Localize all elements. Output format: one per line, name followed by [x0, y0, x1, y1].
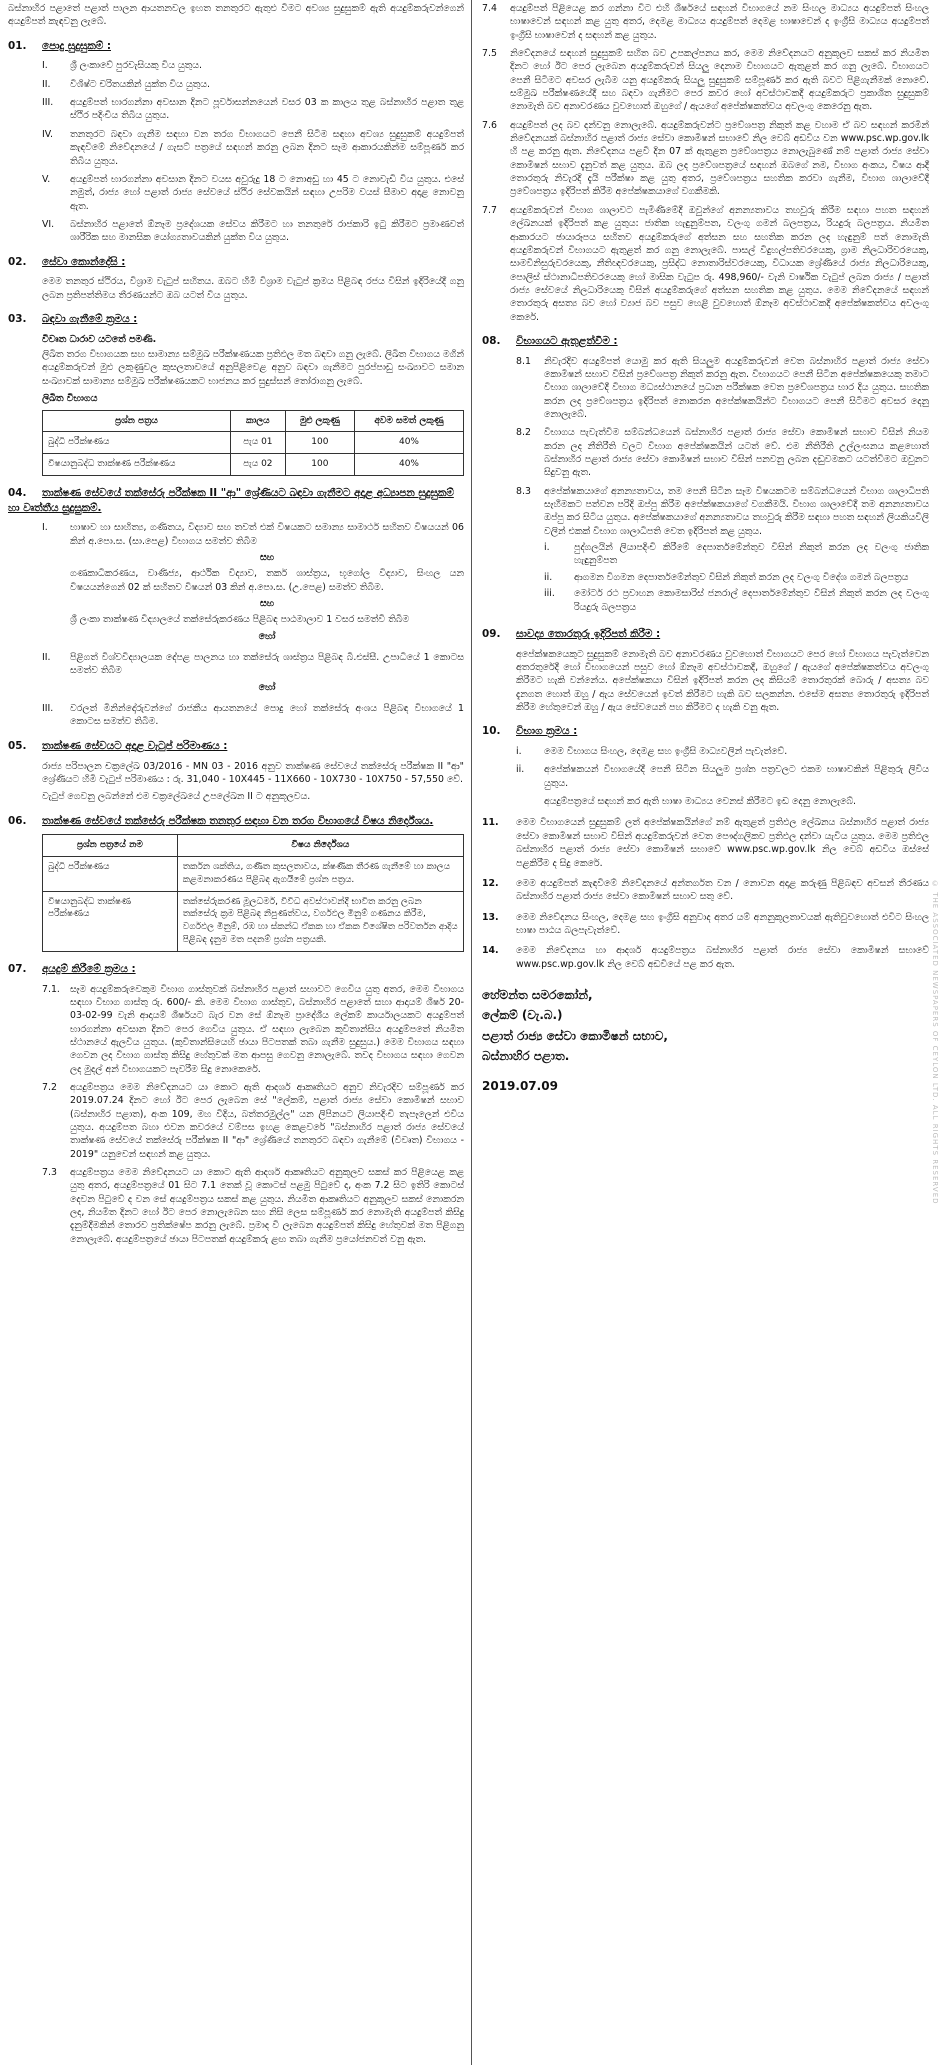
section-7-body	[8, 983, 464, 1247]
table-header: මුළු ලකුණු	[285, 410, 354, 432]
service-conditions-text: මෙම තනතුර ස්ථිරය, විශ්‍රාම වැටුප් සහිතය. ඔබට හිමි විශ්‍රාම වැටුප් ක්‍රමය පිළිබඳ රජය විසින් ඉදිරියේදී ගනු ලබන ප්‍රතිපත්තිමය තීරණයන්ට ඔබ යටත් විය යුතුය.	[42, 276, 464, 301]
list-item: V. අයදුම්පත් භාරගන්නා අවසාන දිනට වයස අවුරුදු 18 ට නොඅඩු හා 45 ට නොවැඩි විය යුතුය. එසේ නමුත්, රාජ්‍ය හෝ පළාත් රාජ්‍ය සේවයේ ස්ථිර සේවකයින් සඳහා උපරිම වයස් සීමාව අදාළ නොවනු ඇත.	[42, 173, 464, 212]
paragraph-14: 14. මෙම නිවේදනය හා ආදර්ශ අයදුම්පත්‍රය බස්නාහිර පළාත් රාජ්‍ය සේවා කොමිෂන් සභාවේ www.psc.wp.gov.lk නිල වෙබ් අඩවියේ පළ කර ඇත.	[482, 945, 929, 970]
table-row: විෂයානුබද්ධ තාක්ෂණ පරීක්ෂණය පැය 02 100 40%	[43, 454, 464, 476]
paragraph-7-4: 7.4 අයදුම්පත් පිළියෙළ කර ගන්නා විට එහි ශීර්ෂයේ සඳහන් විභාගයේ නම සිංහල මාධ්‍යය අයදුම්පත් සිංහල භාෂාවෙන් සඳහන් කළ යුතු අතර, දෙමළ මාධ්‍යය අයදුම්පත් දෙමළ භාෂාවෙන් ද ඉංග්‍රීසි මාධ්‍යය අයදුම්පත් ඉංග්‍රීසි භාෂාවෙන් ද සඳහන් කළ යුතුය.	[482, 3, 929, 41]
section-7-heading: 07. අයදුම් කිරීමේ ක්‍රමය :	[8, 962, 136, 975]
list-item: iii. මෝටර් රථ ප්‍රවාහන කොමසාරිස් ජනරාල් දෙපාර්තමේන්තුව විසින් නිකුත් කරන ලද වලංගු රියදුරු බලපත්‍රය	[544, 588, 929, 613]
section-9-body	[482, 648, 929, 715]
list-item: III. අයදුම්පත් භාරගන්නා අවසාන දිනට පූර්වාසන්නයෙන් වසර 03 ක කාලය තුළ බස්නාහිර පළාත තුළ ස්ථිර පදිංචිය තිබිය යුතුය.	[42, 97, 464, 122]
table-row: බුද්ධි පරීක්ෂණය තර්කන ශක්තිය, ගණිත කුසලතාවය, ක්ෂණික තීරණ ගැනීමේ හා කාලය කළමනාකරණය පිළිබඳ ඇගයීමේ ප්‍රශ්න පත්‍රය.	[43, 857, 464, 892]
section-8-body	[482, 355, 929, 617]
section-6-body	[8, 834, 464, 951]
left-column	[8, 2, 464, 2063]
false-info-text: අපේක්ෂකයෙකුට සුදුසුකම් නොමැති බව අනාවරණය වුවහොත් විභාගයට පෙර හෝ විභාගය පැවැත්වෙන අතරතුරේදී හෝ විභාගයෙන් පසුව හෝ ඕනෑම අවස්ථාවකදී, ඔහුගේ / ඇයගේ අපේක්ෂකත්වය අවලංගු කිරීමට හැකි වන්නේය. අපේක්ෂකයා විසින් ඉදිරිපත් කරන ලද කිසියම් තොරතුරක් බොරු / අසත්‍ය බව දැනගත හොත් ඔහු / ඇය සේවයෙන් ඉවත් කිරීමට හැකි බව සලකන්න. එසේම අසත්‍ය තොරතුරු ඉදිරිපත් කිරීම හේතුවෙන් ඔහු / ඇය සේවයෙන් පහ කිරීමට ද හැකි වනු ඇත.	[516, 648, 929, 713]
paragraph-8-3: 8.3 අපේක්ෂකයාගේ අනන්‍යතාවය, තම පෙනී සිටින සෑම විෂයකටම සම්බන්ධයෙන් විභාග ශාලාධිපති සෑහීමකට පත්වන පරිදි ඔප්පු කිරීම අපේක්ෂකයාගේ වගකීමයි. විභාග ශාලාවේදී තම අනන්‍යතාවය ඔප්පු කර සිටිය යුතුය. අපේක්ෂකයාගේ අනන්‍යතාවය තහවුරු කිරීම සඳහා පහත සඳහන් ලියකියවිලි වලින් එකක් විභාග ශාලාධිපති වෙත ඉදිරිපත් කළ යුතුය. i. පුද්ගලයින් ලියාපදිංචි කිරීමේ දෙපාර්තමේන්තුව විසින් නිකුත් කරන ලද වලංගු ජාතික හැඳුනුම්පත ii. ආගමන විගමන දෙපාර්තමේන්තුව විසින් නිකුත් කරන ලද වලංගු විදේශ ගමන් බලපත්‍රය iii. මෝටර් රථ ප්‍රවාහන කොමසාරිස් ජනරාල් දෙපාර්තමේන්තුව විසින් නිකුත් කරන ලද වලංගු රියදුරු බලපත්‍රය	[516, 485, 929, 613]
section-3-body	[8, 333, 464, 476]
signatory-org: පළාත් රාජ්‍ය සේවා කොමිෂන් සභාව,	[482, 1028, 668, 1043]
section-6-heading: 06. තාක්ෂණ සේවයේ තක්සේරු පරීක්ෂක තනතුර සඳහා වන තරග විභාගයේ විෂය නිර්දේශය.	[8, 814, 434, 827]
signature-block	[482, 985, 929, 1097]
list-item: I. ශ්‍රී ලංකාවේ පුරවැසියකු විය යුතුය.	[42, 60, 202, 72]
paragraph-8-2: 8.2 විභාගය පැවැත්වීම සම්බන්ධයෙන් බස්නාහිර පළාත් රාජ්‍ය සේවා කොමිෂන් සභාව විසින් නියම කරන ලද නීතිරීති වලට විභාග අපේක්ෂකයින් යටත් වේ. එම නීතිරීති උල්ලංඝනය කළහොත් බස්නාහිර පළාත් රාජ්‍ය සේවා කොමිෂන් සභාව විසින් පනවනු ලබන දඬුවමකට යටත්වීමට ඔවුනට සිදුවනු ඇත.	[516, 427, 929, 479]
table-header: අවම සමත් ලකුණු	[354, 410, 463, 432]
section-1-heading: 01. පොදු සුදුසුකම් :	[8, 39, 111, 52]
table-header: කාලය	[230, 410, 285, 432]
list-item: IV. තනතුරට බඳවා ගැනීම සඳහා වන තරග විභාගයට පෙනී සිටීම සඳහා අවශ්‍ය සුදුසුකම් අයදුම්පත් කැඳවීමේ නිවේදනයේ / ගැසට් පත්‍රයේ සඳහන් කරනු ලබන දිනට සෑම ආකාරයකින්ම සම්පූර්ණ කර තිබිය යුතුය.	[42, 128, 464, 167]
list-item: II. විශිෂ්ට චරිතයකින් යුක්ත විය යුතුය.	[42, 78, 210, 90]
section-4-body	[8, 521, 464, 728]
written-exam-label: ලිඛිත විභාගය	[42, 393, 98, 405]
paragraph-7-7: 7.7 අයදුම්කරුවන් විභාග ශාලාවට පැමිණීමේදී ඔවුන්ගේ අනන්‍යතාවය තහවුරු කිරීම සඳහා පහත සඳහන් ලේඛනයක් ඉදිරිපත් කළ යුතුය: ජාතික හැඳුනුම්පත, වලංගු ගමන් බලපත්‍රය, රියදුරු බලපත්‍රය. නියමිත ආකාරයට ඡායාරූපය සහිතව අයදුම්කරුගේ අත්සන සහ සහතික කරන ලද හැඳුනුම් පත් නොමැති අයදුම්කරුවන් විභාගයට ඇතුළත් කර ගනු නොලැබේ. පාසල් විදුහල්පතිවරයෙකු, ග්‍රාම නිලධාරිවරයෙකු, සාමවිනිසුරුවරයෙකු, නීතිඥවරයෙකු, ප්‍රසිද්ධ නොතාරිස්වරයෙකු, විධායක ශ්‍රේණියේ රාජ්‍ය නිලධාරියෙකු, පොලිස් ස්ථානාධිපතිවරයෙකු හෝ මාසික වැටුප රු. 498,960/- වැනි වාර්ෂික වැටුප් ලබන රාජ්‍ය / පළාත් රාජ්‍ය සේවයේ නිලධාරියෙකු විසින් අයදුම්කරුගේ අත්සන සහතික කළ යුතුය. මෙම නිවේදනයේ සඳහන් තොරතුරු අසත්‍ය බව හෝ ව්‍යාජ බව පසුව හෙළි වුවහොත් ඕනෑම අවස්ථාවකදී අපේක්ෂකත්වය අවලංගු කෙරේ.	[482, 204, 929, 323]
notice-date: 2019.07.09	[482, 1079, 558, 1094]
syllabus-table	[42, 834, 464, 951]
paragraph-8-1: 8.1 නිවැරදිව අයදුම්පත් යොමු කර ඇති සියලුම අයදුම්කරුවන් වෙත බස්නාහිර පළාත් රාජ්‍ය සේවා කොමිෂන් සභාව විසින් ප්‍රවේශපත්‍ර නිකුත් කරනු ඇත. විභාගයට පෙනී සිටින අපේක්ෂකයෙකු තමාට විභාග ශාලාවේදී විභාග මධ්‍යස්ථානයේ ප්‍රධාන පරීක්ෂක වෙත ප්‍රවේශපත්‍රය භාර දිය යුතුය. සහතික කරන ලද ප්‍රවේශපත්‍රය ඉදිරිපත් නොකරන අපේක්ෂකයින්ට විභාගයට පෙනී සිටීමට අවසර දෙනු නොලැබේ.	[516, 355, 929, 421]
paragraph-7-1: 7.1. සෑම අයදුම්කරුවෙකුම විභාග ගාස්තුවක් බස්නාහිර පළාත් සභාවට ගෙවිය යුතු අතර, මෙම විභාගය සඳහා විභාග ගාස්තු රු. 600/- කි. මෙම විභාග ගාස්තුව, බස්නාහිර පළාතේ සහා ආදායම් ශීර්ෂ 20-03-02-99 වැනි ආදායම් ශීර්ෂයට බැර වන සේ ඕනෑම ප්‍රාදේශීය ලේකම් කාර්යාලයකට අයදුම්පත් භාරගන්නා අවසාන දිනට පෙර ගෙවිය යුතුය. ඒ සඳහා ලැබෙන කුවිතාන්සිය අයදුම්පතේ නියමිත ස්ථානයේ ඇලවිය යුතුය. (කුවිතාන්සියෙහි ඡායා පිටපතක් තබා ගැනීම සුදුසුය.) මෙම විභාගය සඳහා ගෙවන ලද විභාග ගාස්තු කිසිදු හේතුවක් මත ආපසු ගෙවනු නොලැබේ. තවද විභාගය සඳහා ගෙවන ලද මුදල් අන් විභාගයකට පැවරීම සිදු නොකෙරේ.	[42, 983, 464, 1075]
section-5-body	[8, 760, 464, 804]
column-divider	[471, 0, 472, 2065]
list-item: III. වරලත් මිනින්දෝරුවන්ගේ රාජකීය ආයතනයේ පොදු හෝ තක්සේරු අංශය පිළිබඳ විභාගයේ 1 කොටස සමත්ව තිබීම.	[42, 703, 464, 728]
section-9-heading: 09. සාවද්‍ය තොරතුරු ඉදිරිපත් කිරීම :	[482, 627, 661, 640]
list-item: i. මෙම විභාගය සිංහල, දෙමළ සහ ඉංග්‍රීසි මාධ්‍යවලින් පැවැත්වේ.	[516, 746, 788, 758]
salary-note-text: වැටුප් ගෙවනු ලබන්නේ එම චක්‍රලේඛයේ උපලේඛන II ට අනුකූලවය.	[42, 791, 311, 803]
list-item: II. පිළිගත් විශ්වවිද්‍යාලයක දේපළ පාලනය හා තක්සේරු ශාස්ත්‍රය පිළිබඳ බී.එස්සී. උපාධියේ 1 කොටස සමත්ව තිබීම හෝ	[42, 652, 464, 693]
section-5-heading: 05. තාක්ෂණ සේවයට අදාළ වැටුප් පරිමාණය :	[8, 739, 228, 752]
id-documents-list	[544, 541, 929, 614]
signatory-name: හේමන්ත සමරකෝන්,	[482, 987, 593, 1002]
section-10-body	[482, 745, 929, 808]
section-7-continued	[482, 2, 929, 324]
section-10-heading: 10. විභාග ක්‍රමය :	[482, 725, 578, 738]
paragraph-7-5: 7.5 නිවේදනයේ සඳහන් සුදුසුකම් සහිත බව උපකල්පනය කර, මෙම නිවේදනයට අනුකූලව සකස් කර නියමිත දිනට හෝ ඊට පෙර ලැබෙන අයදුම්කරුවන් සියලු දෙනාම විභාගයට ඇතුළත් කර ගනු ලැබේ. විභාගයට පෙනී සිටීමට අවසර ලැබීම යනු අයදුම්කරු සියලු සුදුසුකම් සම්පූර්ණ කර ඇති බවට පිළිගැනීමක් නොවේ. සම්මුඛ පරීක්ෂණයේදී සහ බඳවා ගැනීමට පෙර කවර හෝ අවස්ථාවකදී අයදුම්කරුට ප්‍රකාශිත සුදුසුකම් නොමැති බව අනාවරණය වුවහොත් ඔහුගේ / ඇයගේ අපේක්ෂකත්වය අවලංගු කෙරෙනු ඇත.	[482, 48, 929, 113]
paragraph-7-6: 7.6 අයදුම්පත් ලද බව දන්වනු නොලැබේ. අයදුම්කරුවන්ට ප්‍රවේශපත්‍ර නිකුත් කළ වහාම ඒ බව සඳහන් කරමින් නිවේදනයක් බස්නාහිර පළාත් රාජ්‍ය සේවා කොමිෂන් සභාවේ නිල වෙබ් අඩවිය වන www.psc.wp.gov.lk හි පළ කරනු ඇත. නිවේදනය පළවී දින 07 ක් ඇතුළත ප්‍රවේශපත්‍රය නොලැබුණේ නම් පළාත් රාජ්‍ය සේවා කොමිෂන් සභාව දැනුවත් කළ යුතුය. ඔබ ලද ප්‍රවේශපත්‍රයේ සඳහන් ඔබගේ නම, විභාග අංකය, විෂය ආදී තොරතුරු නිවැරදි දැයි පරීක්ෂා කළ යුතු අතර, ප්‍රවේශපත්‍රය සහතික කරවා ගැනීම, විභාග ශාලාවේදී ප්‍රවේශපත්‍රය ඉදිරිපත් කිරීම අපේක්ෂකයාගේ වගකීමකි.	[482, 119, 929, 198]
exam-table	[42, 410, 464, 476]
section-1-body	[8, 59, 464, 244]
intro-text: බස්නාහිර පළාතේ පළාත් පාලන ආයතනවල ඉහත තනතුරට ඇතුළු වීමට අවශ්‍ය සුදුසුකම් ඇති අයදුම්කරුවන්ගෙන් අයදුම්පත් කැඳවනු ලැබේ.	[8, 3, 464, 28]
table-header: ප්‍රශ්න පත්‍රය	[43, 410, 231, 432]
signatory-region: බස්නාහිර පළාත.	[482, 1049, 570, 1064]
list-item: i. පුද්ගලයින් ලියාපදිංචි කිරීමේ දෙපාර්තමේන්තුව විසින් නිකුත් කරන ලද වලංගු ජාතික හැඳුනුම්පත	[544, 542, 929, 567]
list-item: ii. අපේක්ෂකයන් විභාගයේදී පෙනී සිටින සියලුම ප්‍රශ්න පත්‍රවලට එකම භාෂාවකින් පිළිතුරු ලිවිය යුතුය.	[516, 764, 929, 789]
paragraph-12: 12. මෙම අයදුම්පත් කැඳවීමේ නිවේදනයේ අන්තර්ගත වන / නොවන අදාළ කරුණු පිළිබඳව අවසන් තීරණය බස්නාහිර පළාත් රාජ්‍ය සේවා කොමිෂන් සභාව සතු වේ.	[482, 877, 929, 903]
paragraph-7-2: 7.2 අයදුම්පත්‍රය මෙම නිවේදනයට යා කොට ඇති ආදර්ශ ආකෘතියට අනුව නිවැරදිව සම්පූර්ණ කර 2019.07.24 දිනට හෝ ඊට පෙර ලැබෙන සේ "ලේකම්, පළාත් රාජ්‍ය සේවා කොමිෂන් සභාව (බස්නාහිර පළාත), අංක 109, මහ වීදිය, බත්තරමුල්ල" යන ලිපිනයට ලියාපදිංචි තැපෑලෙන් එවිය යුතුය. අයදුම්පත බහා එවන කවරයේ වම්පස ඉහළ කෙළවරේ "බස්නාහිර පළාත් රාජ්‍ය සේවයේ තාක්ෂණ සේවයේ තක්සේරු පරීක්ෂක II "ආ" ශ්‍රේණියේ තනතුරට බඳවා ගැනීමේ (විවෘත) විභාගය - 2019" යනුවෙන් සඳහන් කළ යුතුය.	[42, 1081, 464, 1160]
table-row: බුද්ධි පරීක්ෂණය පැය 01 100 40%	[43, 432, 464, 454]
medium-note: අයදුම්පත්‍රයේ සඳහන් කර ඇති භාෂා මාධ්‍යය වෙනස් කිරීමට ඉඩ දෙනු නොලැබේ.	[544, 796, 857, 808]
signatory-title: ලේකම් (වැ.බ.)	[482, 1008, 563, 1023]
section-2-heading: 02. සේවා කොන්දේසි :	[8, 255, 126, 268]
section-4-heading: 04. තාක්ෂණ සේවයේ තක්සේරු පරීක්ෂක II "ආ" ශ්‍රේණියට බඳවා ගැනීමට අදාළ අධ්‍යාපන සුදුසුකම් හා වෘත්තීය සුදුසුකම්.	[8, 486, 454, 514]
table-header: ප්‍රශ්න පත්‍රයේ නම	[43, 835, 178, 857]
list-item: VI. බස්නාහිර පළාතේ ඕනෑම ප්‍රදේශයක සේවය කිරීමට හා තනතුරේ රාජකාරි ඉටු කිරීමට ප්‍රමාණවත් ශාරීරික සහ මානසික යෝග්‍යතාවයකින් යුක්ත විය යුතුය.	[42, 218, 464, 244]
salary-scale-text: රාජ්‍ය පරිපාලන චක්‍රලේඛ 03/2016 - MN 03 - 2016 අනුව තාක්ෂණ සේවයේ තක්සේරු පරීක්ෂක II "ආ" ශ්‍රේණියට හිමි වැටුප් පරිමාණය : රු. 31,040 - 10X445 - 11X660 - 10X730 - 10X750 - 57,550 වේ.	[42, 760, 464, 785]
list-item: ii. ආගමන විගමන දෙපාර්තමේන්තුව විසින් නිකුත් කරන ලද වලංගු විදේශ ගමන් බලපත්‍රය	[544, 571, 909, 583]
table-row: විෂයානුබද්ධ තාක්ෂණ පරීක්ෂණය තක්සේරුකරණ මූලධර්ම, විවිධ අවස්ථාවන්දී භාවිත කරනු ලබන තක්සේරු ක්‍රම පිළිබඳ නිපුණත්වය, වර්ගඵල මිනුම් ගණනය කිරීම, වර්ගඵල මිනුම්, රඹ හා ස්කන්ධ ඒකක හා ඒකක විශේෂිත පරිවර්තන ආදිය පිළිබඳ දැනුම මත පදනම් ප්‍රශ්න පත්‍රයකි.	[43, 891, 464, 951]
recruitment-method-text: ලිඛිත තරග විභාගයක සහ සාමාන්‍ය සම්මුඛ පරීක්ෂණයක ප්‍රතිඵල මත බඳවා ගනු ලැබේ. ලිඛිත විභාගය මගින් අයදුම්කරුවන් මුළු ලකුණුවල කුසලතාවයේ අනුපිළිවෙළ අනුව බඳවා ගැනීමට පුරප්පාඩු සංඛ්‍යාවට සමාන සංඛ්‍යාවක් සාමාන්‍ය සම්මුඛ පරීක්ෂණයකට භාජනය කර සුදුස්සන් තෝරාගනු ලැබේ.	[42, 349, 464, 387]
paragraph-13: 13. මෙම නිවේදනය සිංහල, දෙමළ සහ ඉංග්‍රීසි අනුවාද අතර යම් අනනුකූලතාවයක් ඇතිවුවහොත් එවිට සිංහල භාෂා පාඨය බලපැවැත්වේ.	[482, 911, 929, 936]
section-3-heading: 03. බඳවා ගැනීමේ ක්‍රමය :	[8, 313, 138, 326]
section-8-heading: 08. විභාගයට ඇතුළත්වීම :	[482, 334, 618, 347]
copyright-watermark: © THE ASSOCIATED NEWSPAPERS OF CEYLON LTD. ALL RIGHTS RESERVED	[931, 880, 939, 1205]
section-2-body	[8, 275, 464, 302]
table-header: විෂය නිර්දේශය	[177, 835, 463, 857]
paragraph-7-3: 7.3 අයදුම්පත්‍රය මෙම නිවේදනයට යා කොට ඇති ආදර්ශ ආකෘතියට අනුකූලව සකස් කර පිළියෙළ කළ යුතු අතර, අයදුම්පත්‍රයේ 01 සිට 7.1 තෙක් වූ කොටස් පළමු පිටුවේ ද, අංක 7.2 සිට ඉතිරි කොටස් දෙවන පිටුවේ ද වන සේ අයදුම්පත්‍රය සකස් කළ යුතුය. නියමිත ආකෘතියට අනුකූලව සකස් නොකරන ලද, නියමිත දිනට හෝ ඊට පෙර නොලැබෙන සහ නිසි ලෙස සම්පූර්ණ කර නොමැති අයදුම්පත් කිසිදු දැනුම්දීමකින් තොරව ප්‍රතික්ෂේප කරනු ලැබේ. ප්‍රමාද වී ලැබෙන අයදුම්පත් කිසිදු හේතුවක් මත පිළිගනු නොලැබේ. අයදුම්පත්‍රයේ ඡායා පිටපතක් අයදුම්කරු ළඟ තබා ගැනීම ප්‍රයෝජනවත් වනු ඇත.	[42, 1166, 464, 1245]
right-column	[482, 2, 929, 2063]
open-stream-label: විවෘත ධාරාව යටතේ පමණි.	[42, 333, 157, 345]
paragraph-11: 11. මෙම විභාගයෙන් සුදුසුකම් ලත් අපේක්ෂකයින්ගේ නම් ඇතුළත් ප්‍රතිඵල ලේඛනය බස්නාහිර පළාත් රාජ්‍ය සේවා කොමිෂන් සභාව විසින් අයදුම්කරුවන් වෙත පෞද්ගලිකව ප්‍රතිඵල දන්වා යැවිය යුතුය. මෙම ප්‍රතිඵල බස්නාහිර පළාත් රාජ්‍ය සේවා කොමිෂන් සභාවේ www.psc.wp.gov.lk නිල වෙබ් අඩවිය ඔස්සේ පළකිරීම ද සිදු කෙරේ.	[482, 817, 929, 869]
list-item: I. භාෂාව හා සාහිත්‍ය, ගණිතය, විද්‍යාව සහ තවත් එක් විෂයකට සමාන්‍ය සාමාර්ථ සහිතව විෂයයන් 06 කින් අ.පො.ස. (සා.පෙළ) විභාගය සමත්ව තිබීම සහ ගණකාධිකරණය, වාණිජ්‍ය, ආර්ථික විද්‍යාව, තර්ක ශාස්ත්‍රය, භූගෝල විද්‍යාව, සිංහල යන විෂයයන්ගෙන් 02 ක් සහිතව විෂයන් 03 කින් අ.පො.ස. (උ.පෙළ) සමත්ව තිබීම. සහ ශ්‍රී ලංකා තාක්ෂණ විද්‍යාලයේ තක්සේරුකරණය පිළිබඳ පාඨමාලාව 1 වසර සමත්වී තිබීම හෝ	[42, 522, 464, 642]
